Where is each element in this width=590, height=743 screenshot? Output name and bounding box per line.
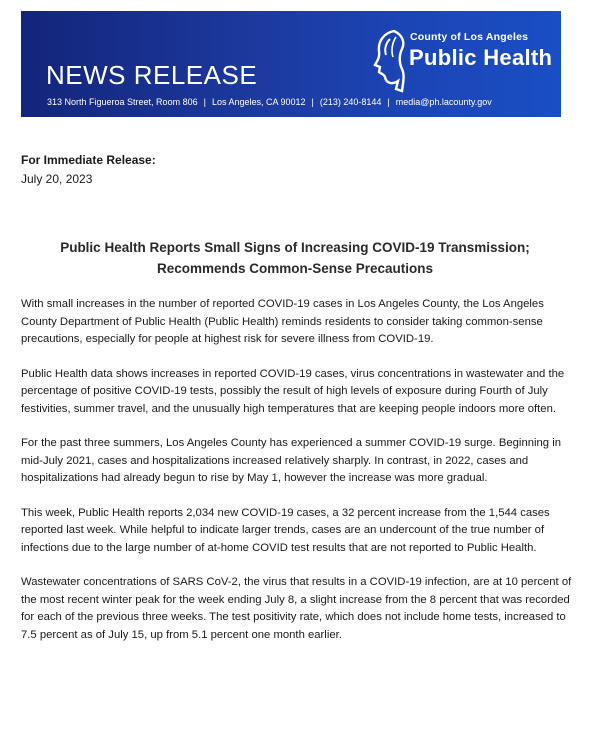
banner-title: NEWS RELEASE bbox=[46, 60, 258, 90]
contact-address: 313 North Figueroa Street, Room 806 bbox=[47, 97, 198, 107]
paragraph: Public Health data shows increases in reported COVID-19 cases, virus concentrations in wastewater and the percentage of positive COVID-19 tests, possibly the result of high levels of exposure during Fourth of July festivities, summer travel, and the unusually high temperatures that are keeping people indoors more often. bbox=[21, 367, 565, 415]
contact-city: Los Angeles, CA 90012 bbox=[211, 97, 306, 107]
contact-email: media@ph.lacounty.gov bbox=[395, 97, 492, 107]
headline-line-2: Recommends Common-Sense Precautions bbox=[156, 261, 434, 276]
paragraph: With small increases in the number of reported COVID-19 cases in Los Angeles County, the Los Angeles County Department of Public Health (Public Health) reminds residents to consider taking common-sense precautions, especially for people at highest risk for severe illness from COVID-19. bbox=[21, 298, 544, 345]
contact-phone: (213) 240-8144 bbox=[319, 97, 382, 107]
news-release-banner bbox=[21, 11, 561, 117]
headline-line-1: Public Health Reports Small Signs of Increasing COVID-19 Transmission; bbox=[60, 240, 530, 255]
public-health-logo bbox=[372, 25, 552, 95]
release-date: July 20, 2023 bbox=[21, 172, 93, 186]
logo-org-top: County of Los Angeles bbox=[410, 31, 529, 43]
paragraph: For the past three summers, Los Angeles County has experienced a summer COVID-19 surge. Beginning in mid-July 2021, cases and hospitalizations increased relatively sharply. In contrast, in 2022, cases and hospitalizations had already begun to rise by May 1, however the increase was more gradual. bbox=[21, 437, 562, 484]
profile-silhouette-icon bbox=[372, 25, 412, 95]
paragraph: This week, Public Health reports 2,034 new COVID-19 cases, a 32 percent increase from the 1,544 cases reported last week. While helpful to indicate larger trends, cases are an undercount of the true number of infections due to the large number of at-home COVID test results that are not reported to Public Health. bbox=[21, 506, 550, 554]
paragraph: Wastewater concentrations of SARS CoV-2, the virus that results in a COVID-19 infection, are at 10 percent of the most recent winter peak for the week ending July 8, a slight increase from the 8 percent that was recorded for each of the previous three weeks. The test positivity rate, which does not include home tests, increased to 7.5 percent as of July 15, up from 5.1 percent one month earlier. bbox=[21, 576, 572, 641]
release-info bbox=[21, 151, 156, 189]
release-label: For Immediate Release: bbox=[21, 153, 156, 167]
banner-contact-line: 313 North Figueroa Street, Room 806 | Los Angeles, CA 90012 | (213) 240-8144 | media@ph.lacounty.gov bbox=[47, 97, 492, 107]
logo-org-main: Public Health bbox=[409, 45, 553, 70]
headline bbox=[0, 237, 590, 279]
article-body bbox=[21, 296, 573, 661]
